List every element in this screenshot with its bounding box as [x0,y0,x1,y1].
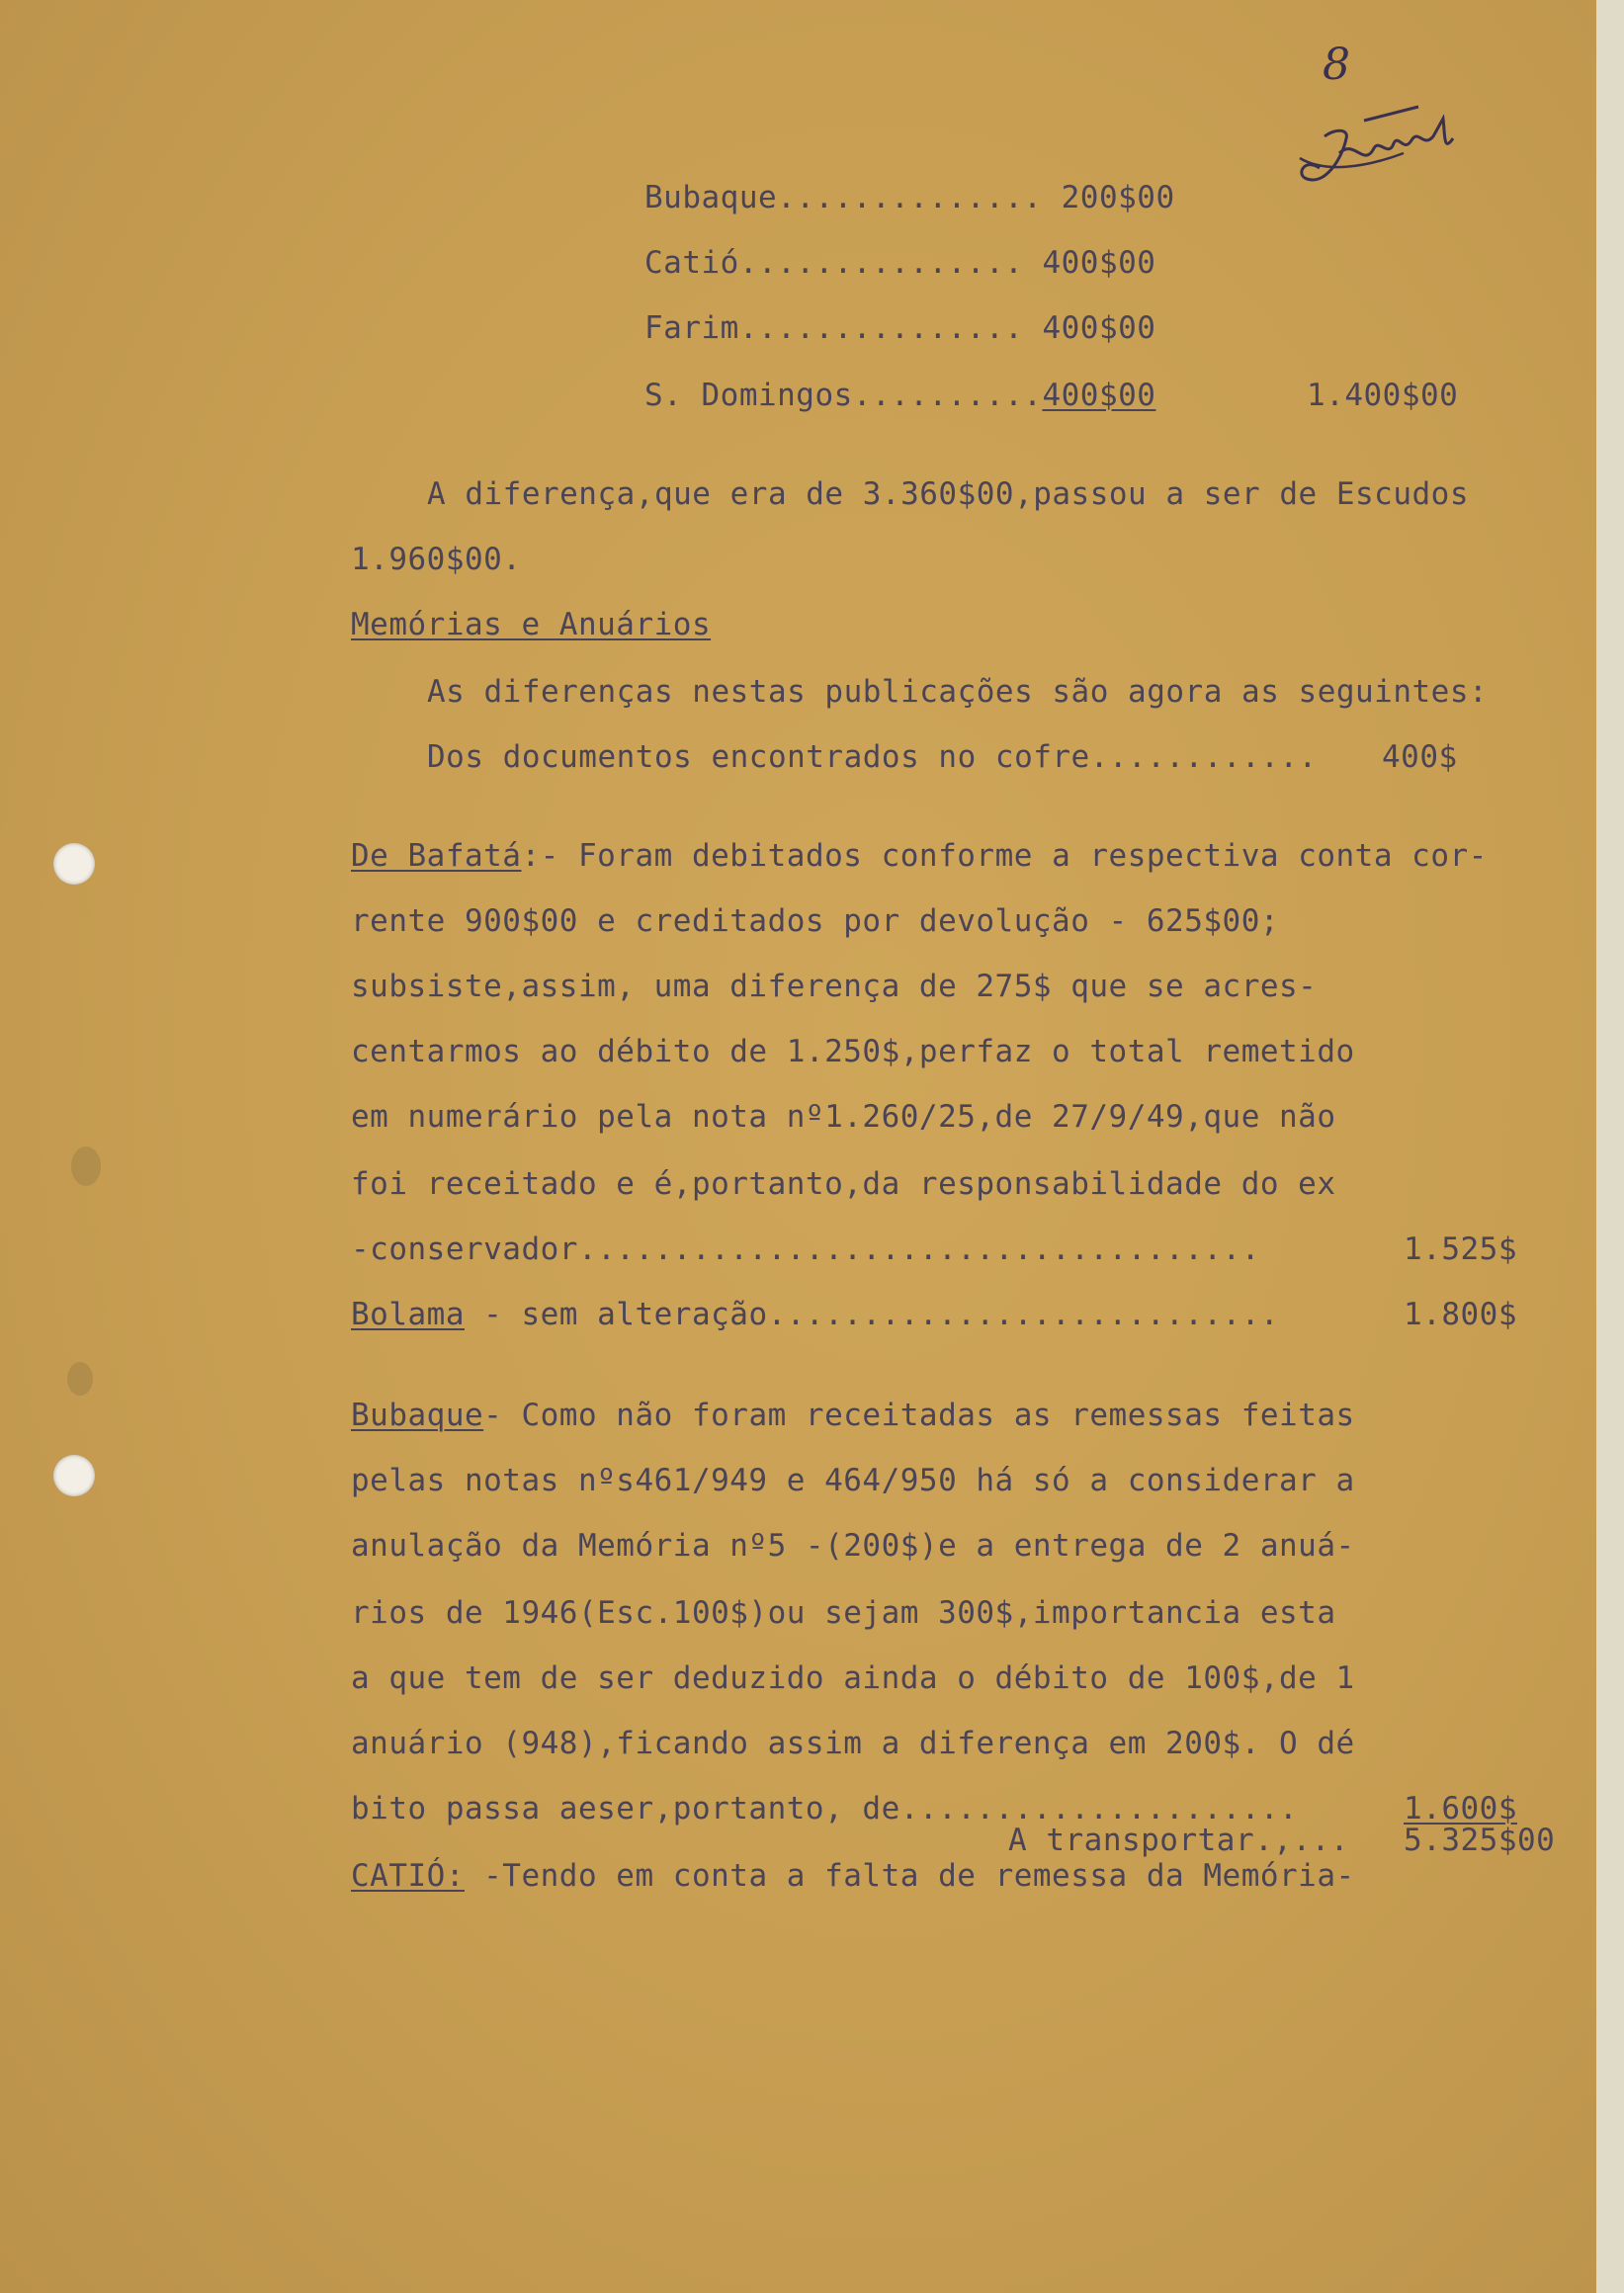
bolama-line [351,1297,1279,1332]
locality-row [644,180,1175,215]
bafata-line [351,838,1488,874]
punch-hole [53,843,95,885]
bubaque-text: - Como não foram receitadas as remessas feitas [483,1398,1355,1433]
bubaque-line: anulação da Memória nº5 -(200$)e a entrega de 2 anuá- [351,1528,1355,1564]
transport-label: A transportar.,... [1008,1823,1349,1858]
section-intro: As diferenças nestas publicações são agora as seguintes: [427,674,1489,710]
catio-heading: CATIÓ: [351,1858,465,1894]
leader-dots: ............... [738,245,1024,281]
bafata-line: -conservador.................................... [351,1231,1260,1267]
localities-total: 1.400$00 [1307,378,1459,413]
bafata-line: subsiste,assim, uma diferença de 275$ que se acres- [351,969,1318,1004]
locality-name: S. Domingos [644,378,853,413]
locality-value: 200$00 [1061,180,1175,215]
bafata-line: centarmos ao débito de 1.250$,perfaz o total remetido [351,1034,1355,1069]
cofre-value: 400$ [1382,739,1458,775]
bubaque-line: anuário (948),ficando assim a diferença em 200$. O dé [351,1726,1355,1761]
leader-dots: .............. [777,180,1043,215]
leader-dots: ............... [738,310,1024,346]
locality-value: 400$00 [1042,310,1156,346]
bubaque-heading: Bubaque [351,1398,484,1433]
transport-value: 5.325$00 [1404,1823,1556,1858]
handwritten-signature [1295,99,1468,203]
locality-name: Farim [644,310,739,346]
paper-smudge [71,1146,101,1186]
page-number: 8 [1323,40,1350,90]
locality-value: 400$00 [1042,378,1156,413]
catio-text: -Tendo em conta a falta de remessa da Memória- [464,1858,1355,1894]
bolama-text: - sem alteração........................... [464,1297,1280,1332]
paragraph-line: 1.960$00. [351,542,522,577]
locality-name: Bubaque [644,180,778,215]
bolama-heading: Bolama [351,1297,465,1332]
bubaque-line: bito passa aeser,portanto, de..................... [351,1791,1299,1826]
paper-smudge [67,1362,93,1396]
bubaque-value: 1.600$ [1404,1791,1517,1826]
bubaque-line: rios de 1946(Esc.100$)ou sejam 300$,importancia esta [351,1595,1336,1631]
bafata-line: foi receitado e é,portanto,da responsabilidade do ex [351,1166,1336,1202]
leader-dots: .......... [852,378,1043,413]
bafata-line: em numerário pela nota nº1.260/25,de 27/9/49,que não [351,1099,1336,1135]
bafata-value: 1.525$ [1404,1231,1517,1267]
bolama-value: 1.800$ [1404,1297,1517,1332]
bubaque-line: pelas notas nºs461/949 e 464/950 há só a considerar a [351,1463,1355,1498]
bafata-line: rente 900$00 e creditados por devolução - 625$00; [351,903,1280,939]
punch-hole [53,1455,95,1496]
bafata-text: :- Foram debitados conforme a respectiva conta cor- [521,838,1488,874]
locality-row [644,245,1155,281]
cofre-label: Dos documentos encontrados no cofre............ [427,739,1318,775]
locality-row [644,310,1155,346]
scan-margin [1596,0,1624,2293]
bafata-heading: De Bafatá [351,838,522,874]
locality-name: Catió [644,245,739,281]
bubaque-line: a que tem de ser deduzido ainda o débito de 100$,de 1 [351,1660,1355,1696]
catio-line [351,1858,1355,1894]
bubaque-line [351,1398,1355,1433]
section-heading: Memórias e Anuários [351,607,712,642]
paragraph-line: A diferença,que era de 3.360$00,passou a ser de Escudos [427,476,1469,512]
locality-value: 400$00 [1042,245,1156,281]
locality-row [644,378,1155,413]
